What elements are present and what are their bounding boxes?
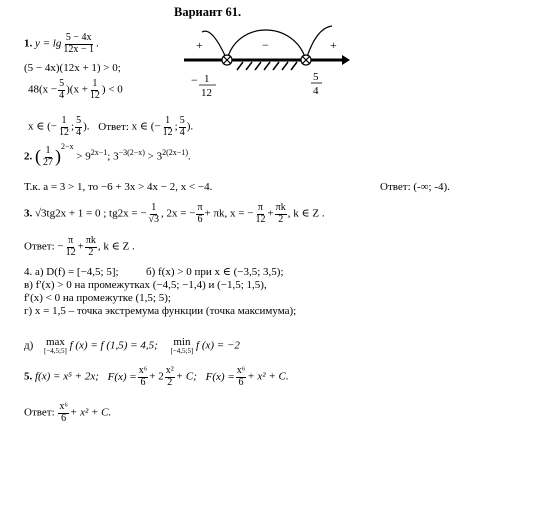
- problem-5-line-1: 5. f(x) = x⁵ + 2x; F(x) = $\frac{\text{x⁶}}{6}$ + 2 $\frac{\text{x²}}{2}$ + C; F(x) = $\frac{\text{x⁶}}{6}$ + x² + C.: [24, 365, 289, 388]
- problem-3-line-1: 3. √3tg2x + 1 = 0 ; tg2x = − $\frac{1}{√3}$ , 2x = − $\frac{\pi}{6}$ + πk, x = − $\frac{\pi}{12}$ + $\frac{\pi k}{2}$ , k ∈ Z .: [24, 202, 325, 225]
- problem-3-answer-label: Ответ:: [24, 240, 55, 253]
- sign-chart: [182, 22, 354, 102]
- problem-1-function: y = lg: [35, 37, 62, 50]
- problem-3-answer: Ответ: − $\frac{\pi}{12}$ + $\frac{\pi k}{2}$ , k ∈ Z .: [24, 235, 135, 258]
- problem-2-number: 2.: [24, 150, 33, 163]
- problem-2-line-2: Т.к. a = 3 > 1, то −6 + 3x > 4x − 2, x < −4.: [24, 181, 213, 193]
- left-point-minus: −: [191, 73, 198, 87]
- problem-4-line-5: д) max [−4,5;5] f (x) = f (1,5) = 4,5; min [−4,5;5] f (x) = −2: [24, 336, 240, 355]
- problem-1-line-3: 48(x − $\frac{5}{4}$ )(x + $\frac{1}{12}$ ) < 0: [28, 78, 123, 101]
- problem-4-line-1b: б) f(x) > 0 при x ∈ (−3,5; 3,5);: [146, 266, 284, 278]
- problem-1-fraction: $\frac{5 - 4x}{12x - 1}$: [63, 32, 95, 55]
- sign-middle: −: [262, 38, 269, 52]
- problem-2-line-1: 2. ( $\frac{1}{27}$ )$^{2-x} > 9^{2x-1}$; $3^{-3(2-x)} > 3^{2(2x-1)}$.: [24, 141, 191, 168]
- solution-hatching: [237, 62, 297, 70]
- problem-1-line-4: x ∈ (− $\frac{1}{12}$ ; $\frac{5}{4}$ ). Ответ: x ∈ (− $\frac{1}{12}$ ; $\frac{5}{4}$ ).: [28, 115, 194, 138]
- problem-1-number: 1.: [24, 37, 33, 50]
- sign-left: +: [196, 38, 203, 52]
- problem-4-line-2: в) f′(x) > 0 на промежутках (−4,5; −1,4) и (−1,5; 1,5),: [24, 279, 267, 291]
- arc-right: [306, 26, 332, 60]
- right-point-denominator: 4: [313, 85, 319, 97]
- problem-1-line-2: (5 − 4x)(12x + 1) > 0;: [24, 62, 121, 74]
- problem-3-number: 3.: [24, 207, 33, 220]
- problem-1-answer-label: Ответ:: [98, 120, 129, 133]
- sign-right: +: [330, 38, 337, 52]
- axis-arrow: [342, 55, 350, 65]
- problem-5-answer: Ответ: $\frac{\text{x⁶}}{6}$ + x² + C.: [24, 401, 112, 424]
- right-point-numerator: 5: [313, 71, 319, 83]
- left-point-denominator: 12: [201, 87, 212, 99]
- left-point-numerator: 1: [204, 73, 210, 85]
- problem-1-line-1: 1. y = lg $\frac{5 - 4x}{12x - 1}$ .: [24, 32, 99, 55]
- point-left: [222, 55, 232, 65]
- problem-2-answer: Ответ: (-∞; -4).: [380, 181, 450, 193]
- problem-4-line-1a: 4. а) D(f) = [−4,5; 5];: [24, 266, 119, 278]
- arc-left: [202, 31, 227, 60]
- problem-4-line-3: f′(x) < 0 на промежутке (1,5; 5);: [24, 292, 171, 304]
- problem-5-number: 5.: [24, 370, 33, 383]
- point-right: [301, 55, 311, 65]
- problem-5-answer-label: Ответ:: [24, 406, 55, 419]
- problem-4-line-4: г) x = 1,5 – точка экстремума функции (точка максимума);: [24, 305, 297, 317]
- page-title: Вариант 61.: [174, 5, 242, 19]
